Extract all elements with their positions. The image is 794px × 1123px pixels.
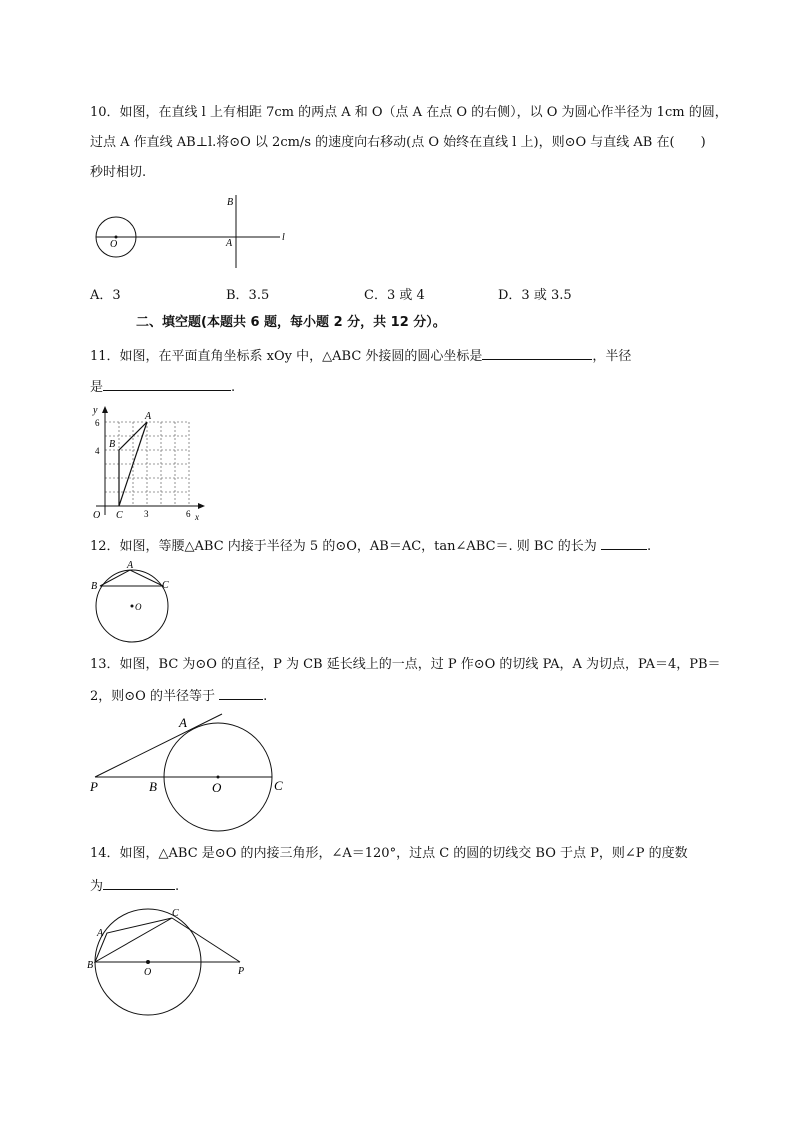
q13-label-o: O [212, 780, 222, 795]
q11-xtick-3: 3 [144, 509, 149, 519]
q14-label-c: C [172, 908, 179, 919]
q13-label-c: C [274, 778, 283, 793]
q14-label-b: B [87, 960, 94, 971]
q14-triangle-abc [95, 918, 172, 962]
q11-ytick-6: 6 [95, 418, 100, 428]
q11-ytick-4: 4 [95, 446, 100, 456]
q12-label-c: C [162, 580, 169, 591]
q14-text-line-1: 14．如图，△ABC 是⊙O 的内接三角形，∠A＝120°，过点 C 的圆的切线交 BO 于点 P，则∠P 的度数 [90, 846, 688, 861]
q10-label-a: A [226, 238, 233, 249]
q10-text-line-2: 过点 A 作直线 AB⊥l.将⊙O 以 2cm/s 的速度向右移动(点 O 始终在直线 l 上)，则⊙O 与直线 AB 在( ) [90, 135, 706, 150]
q10-label-l: l [282, 232, 285, 243]
q14-label-p: P [238, 966, 245, 977]
q10-text-line-1: 10．如图，在直线 l 上有相距 7cm 的两点 A 和 O（点 A 在点 O 的右侧），以 O 为圆心作半径为 1cm 的圆， [90, 105, 728, 120]
q14-label-o: O [144, 967, 152, 978]
q10-label-b: B [227, 197, 234, 208]
q10-option-b: B．3.5 [226, 288, 270, 303]
q11-label-origin: O [93, 510, 101, 521]
q11-text-part-1: 11．如图，在平面直角坐标系 xOy 中，△ABC 外接圆的圆心坐标是 [90, 349, 483, 364]
q12-label-b: B [91, 581, 98, 592]
q13-text-line-1: 13．如图，BC 为⊙O 的直径，P 为 CB 延长线上的一点，过 P 作⊙O 的切线 PA，A 为切点，PA＝4，PB＝ [90, 657, 721, 672]
q13-label-p: P [90, 779, 98, 794]
q13-text-part-1: 2，则⊙O 的半径等于 [90, 689, 215, 704]
q11-label-y: y [93, 405, 98, 416]
q14-text-part-1: 为 [90, 879, 104, 894]
q10-option-c: C．3 或 4 [364, 288, 425, 303]
q10-option-a: A．3 [90, 288, 121, 303]
q11-label-a: A [145, 411, 152, 422]
q14-label-a: A [97, 928, 104, 939]
q11-text-part-2: ，半径 [592, 349, 632, 364]
q11-text-part-3: 是 [90, 380, 104, 395]
q14-text-part-2: . [175, 879, 180, 894]
q11-label-b: B [109, 439, 116, 450]
q13-label-a: A [179, 715, 187, 730]
q10-label-o: O [110, 239, 118, 250]
q12-text-part-1: 12．如图，等腰△ABC 内接于半径为 5 的⊙O，AB＝AC，tan∠ABC＝. 则 BC 的长为 [90, 539, 597, 554]
q12-label-a: A [127, 560, 134, 571]
q13-text-part-2: . [263, 689, 268, 704]
section-2-title: 二、填空题(本题共 6 题，每小题 2 分，共 12 分）。 [136, 315, 446, 330]
q14-center-dot [146, 960, 150, 964]
q10-option-d: D．3 或 3.5 [498, 288, 572, 303]
q10-text-line-3: 秒时相切. [90, 165, 147, 180]
q11-label-c: C [116, 510, 123, 521]
q14-tangent-cp [172, 918, 240, 962]
q12-label-o: O [135, 602, 142, 612]
q11-label-x: x [195, 512, 199, 522]
q12-text-part-2: . [646, 539, 652, 554]
q13-label-b: B [149, 779, 157, 794]
q11-text-part-4: . [231, 380, 236, 395]
q11-xtick-6: 6 [186, 509, 191, 519]
